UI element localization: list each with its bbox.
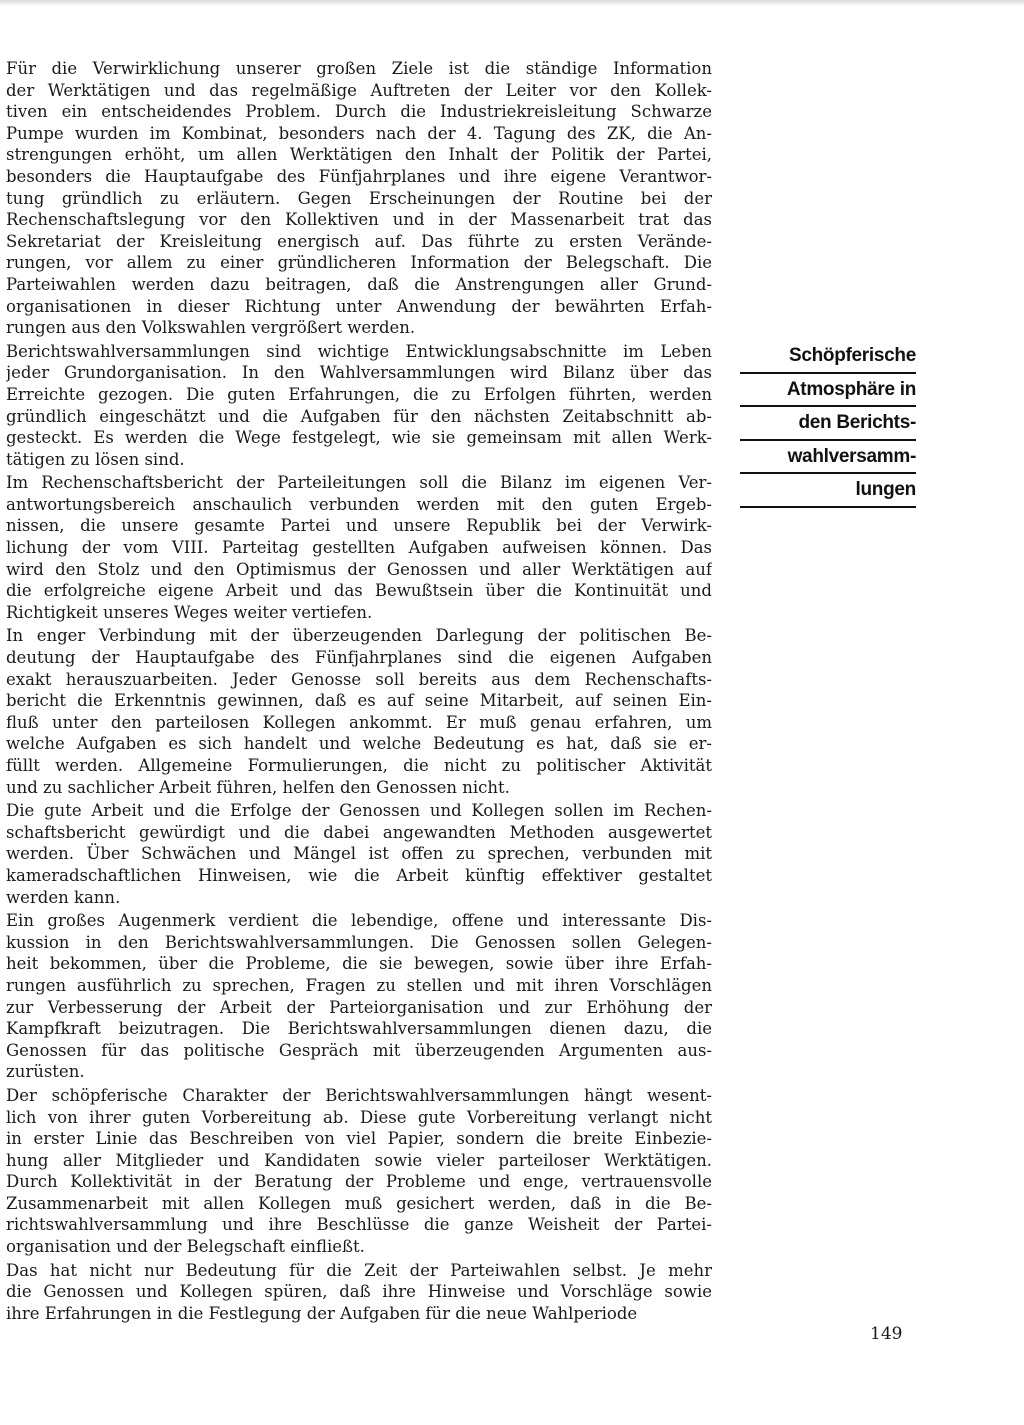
text-line: wird den Stolz und den Optimismus der Genossen und aller Werktätigen auf: [6, 559, 712, 579]
paragraph: [6, 910, 712, 1083]
page-top-edge: [0, 0, 1024, 6]
text-line: kussion in den Berichtswahlversammlungen. Die Genossen sollen Gelegen-: [6, 932, 712, 952]
margin-heading-line: Schöpferische: [740, 340, 916, 374]
text-line: der Werktätigen und das regelmäßige Auftreten der Leiter vor den Kollek-: [6, 80, 712, 100]
text-line: werden. Über Schwächen und Mängel ist offen zu sprechen, verbunden mit: [6, 844, 712, 864]
text-line: Für die Verwirklichung unserer großen Ziele ist die ständige Information: [6, 59, 712, 78]
text-line: antwortungsbereich anschaulich verbunden werden mit den guten Ergeb-: [6, 494, 712, 514]
text-line: welche Aufgaben es sich handelt und welche Bedeutung es hat, daß sie er-: [6, 734, 712, 754]
text-line: Kampfkraft beizutragen. Die Berichtswahlversammlungen dienen dazu, die: [6, 1019, 712, 1039]
text-line: Erreichte gezogen. Die guten Erfahrungen, die zu Erfolgen führten, werden: [6, 384, 712, 404]
text-line: Das hat nicht nur Bedeutung für die Zeit der Parteiwahlen selbst. Je mehr: [6, 1260, 712, 1280]
text-line: tätigen zu lösen sind.: [6, 449, 185, 469]
text-line: exakt herauszuarbeiten. Jeder Genosse soll bereits aus dem Rechenschafts-: [6, 669, 712, 689]
text-line: rungen, vor allem zu einer gründlicheren Information der Belegschaft. Die: [6, 253, 712, 273]
paragraph: [6, 341, 712, 471]
text-line: kameradschaftlichen Hinweisen, wie die Arbeit künftig effektiver gestaltet: [6, 865, 712, 885]
text-line: hung aller Mitglieder und Kandidaten sowie vieler parteiloser Werktätigen.: [6, 1150, 712, 1170]
text-line: Der schöpferische Charakter der Berichtswahlversammlungen hängt wesent-: [6, 1085, 712, 1105]
paragraph: [6, 800, 712, 908]
text-line: organisationen in dieser Richtung unter Anwendung der bewährten Erfah-: [6, 296, 712, 316]
text-line: in erster Linie das Beschreiben von viel Papier, sondern die breite Einbezie-: [6, 1129, 712, 1149]
margin-heading: [740, 340, 916, 508]
text-line: rungen ausführlich zu sprechen, Fragen zu stellen und mit ihren Vorschlägen: [6, 975, 712, 995]
text-line: fluß unter den parteilosen Kollegen ankommt. Er muß genau erfahren, um: [6, 712, 712, 732]
text-line: werden kann.: [6, 887, 121, 907]
text-line: Pumpe wurden im Kombinat, besonders nach der 4. Tagung des ZK, die An-: [6, 123, 712, 143]
text-line: lichung der vom VIII. Parteitag gestellten Aufgaben aufweisen können. Das: [6, 538, 712, 558]
page-number: 149: [870, 1324, 903, 1344]
text-line: gesteckt. Es werden die Wege festgelegt, wie sie gemeinsam mit allen Werk-: [6, 428, 712, 448]
text-line: die Genossen und Kollegen spüren, daß ihre Hinweise und Vorschläge sowie: [6, 1282, 712, 1302]
text-line: Genossen für das politische Gespräch mit überzeugenden Argumenten aus-: [6, 1040, 712, 1060]
text-line: organisation und der Belegschaft einfließt.: [6, 1237, 365, 1257]
text-line: rungen aus den Volkswahlen vergrößert werden.: [6, 318, 416, 338]
text-line: richtswahlversammlung und ihre Beschlüsse die ganze Weisheit der Partei-: [6, 1215, 712, 1235]
text-line: Berichtswahlversammlungen sind wichtige Entwicklungsabschnitte im Leben: [6, 341, 712, 361]
margin-heading-line: Atmosphäre in: [740, 374, 916, 408]
text-line: zurüsten.: [6, 1062, 85, 1082]
text-line: besonders die Hauptaufgabe des Fünfjahrplanes und ihre eigene Verantwor-: [6, 166, 712, 186]
text-line: tung gründlich zu erläutern. Gegen Erscheinungen der Routine bei der: [6, 188, 712, 208]
text-line: Richtigkeit unseres Weges weiter vertiefen.: [6, 602, 373, 622]
paragraph: [6, 1260, 712, 1325]
text-line: In enger Verbindung mit der überzeugenden Darlegung der politischen Be-: [6, 626, 712, 646]
text-line: Rechenschaftslegung vor den Kollektiven und in der Massenarbeit trat das: [6, 210, 712, 230]
text-line: und zu sachlicher Arbeit führen, helfen den Genossen nicht.: [6, 777, 510, 797]
margin-heading-line: wahlversamm-: [740, 441, 916, 475]
text-line: Sekretariat der Kreisleitung energisch auf. Das führte zu ersten Verände-: [6, 231, 712, 251]
text-line: füllt werden. Allgemeine Formulierungen, die nicht zu politischer Aktivität: [6, 756, 712, 775]
text-line: schaftsbericht gewürdigt und die dabei angewandten Methoden ausgewertet: [6, 822, 712, 842]
paragraph: [6, 472, 712, 623]
paragraph: [6, 625, 712, 798]
text-line: die erfolgreiche eigene Arbeit und das Bewußtsein über die Kontinuität und: [6, 581, 712, 601]
text-line: ihre Erfahrungen in die Festlegung der Aufgaben für die neue Wahlperiode: [6, 1303, 638, 1323]
margin-heading-line: den Berichts-: [740, 407, 916, 441]
text-line: bericht die Erkenntnis gewinnen, daß es auf seine Mitarbeit, auf seinen Ein-: [6, 691, 712, 711]
text-line: Durch Kollektivität in der Beratung der Probleme und enge, vertrauensvolle: [6, 1172, 712, 1192]
text-line: strengungen erhöht, um allen Werktätigen den Inhalt der Politik der Partei,: [6, 145, 712, 165]
paragraph: [6, 1085, 712, 1258]
text-line: Im Rechenschaftsbericht der Parteileitungen soll die Bilanz im eigenen Ver-: [6, 473, 712, 493]
text-line: deutung der Hauptaufgabe des Fünfjahrplanes sind die eigenen Aufgaben: [6, 648, 712, 668]
text-line: Parteiwahlen werden dazu beitragen, daß die Anstrengungen aller Grund-: [6, 274, 712, 294]
body-text-column: [6, 58, 712, 1326]
text-line: nissen, die unsere gesamte Partei und unsere Republik bei der Verwirk-: [6, 516, 712, 536]
text-line: Ein großes Augenmerk verdient die lebendige, offene und interessante Dis-: [6, 911, 712, 931]
text-line: tiven ein entscheidendes Problem. Durch die Industriekreisleitung Schwarze: [6, 102, 712, 122]
margin-heading-line: lungen: [740, 474, 916, 508]
text-line: Zusammenarbeit mit allen Kollegen muß gesichert werden, daß in die Be-: [6, 1193, 712, 1213]
text-line: Die gute Arbeit und die Erfolge der Genossen und Kollegen sollen im Rechen-: [6, 801, 712, 821]
text-line: heit bekommen, über die Probleme, die sie bewegen, sowie über ihre Erfah-: [6, 954, 712, 974]
text-line: gründlich eingeschätzt und die Aufgaben für den nächsten Zeitabschnitt ab-: [6, 406, 712, 426]
text-line: zur Verbesserung der Arbeit der Parteiorganisation und zur Erhöhung der: [6, 997, 712, 1017]
paragraph: [6, 58, 712, 339]
text-line: jeder Grundorganisation. In den Wahlversammlungen wird Bilanz über das: [6, 363, 712, 383]
text-line: lich von ihrer guten Vorbereitung ab. Diese gute Vorbereitung verlangt nicht: [6, 1107, 712, 1127]
